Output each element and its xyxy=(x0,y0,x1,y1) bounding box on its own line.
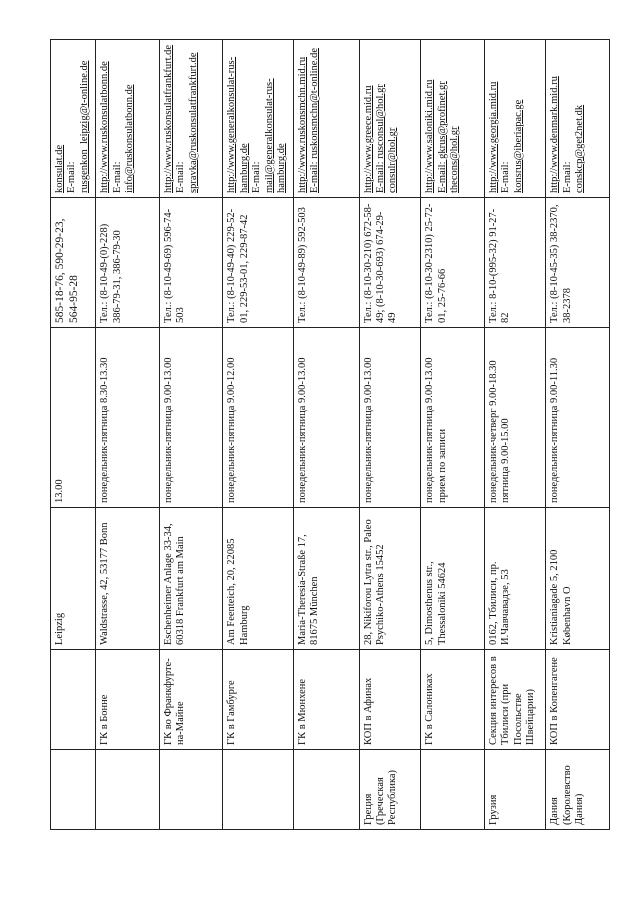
hours-cell: понедельник-пятница 9.00-12.00 xyxy=(223,328,294,508)
address-cell: Am Feenteich, 20, 22085 Hamburg xyxy=(223,508,294,650)
phone-cell: Тел.: (8-10-49-69) 596-74-503 xyxy=(159,198,223,328)
phone-cell: Тел.: (8-10-30-2310) 25-72-01, 25-76-66 xyxy=(421,198,485,328)
contact-link[interactable]: E-mail: gkrus@profinet.gr xyxy=(436,81,448,193)
hours-cell: понедельник-пятница 9.00-13.00 xyxy=(159,328,223,508)
contact-label: E-mail: xyxy=(175,161,187,193)
contact-link[interactable]: mail@generalkonsulat-rus-hamburg.de xyxy=(263,78,287,193)
phone-cell: Тел.: (8-10-30-210) 672-58-49; (8-10-30-693) 674-29-49 xyxy=(359,198,421,328)
contact-link[interactable]: conskcp@get2net.dk xyxy=(574,104,586,193)
country-cell: Греция (Греческая Республика) xyxy=(359,750,421,830)
country-cell: Дания (Королевство Дания) xyxy=(546,750,610,830)
contact-link[interactable]: http://www.generalkonsulat-rus-hamburg.de xyxy=(226,56,250,193)
hours-cell: понедельник-пятница 9.00-11.30 xyxy=(546,328,610,508)
contact-link[interactable]: E-mail: rusconsul@hol.gr xyxy=(375,84,387,193)
office-cell: ГК в Бонне xyxy=(96,650,160,750)
hours-cell: понедельник-пятница 9.00-13.00 прием по записи xyxy=(421,328,485,508)
web-contact-cell xyxy=(51,40,96,198)
office-cell: ГК в Гамбурге xyxy=(223,650,294,750)
address-cell: Kristianiagade 5, 2100 København O xyxy=(546,508,610,650)
phone-cell: Тел.: (8-10-45-35) 38-2370, 38-2378 xyxy=(546,198,610,328)
web-contact-cell xyxy=(484,40,546,198)
table-row xyxy=(421,40,485,830)
web-contact-cell xyxy=(294,40,360,198)
hours-cell: понедельник-пятница 8.30-13.30 xyxy=(96,328,160,508)
hours-cell: 13.00 xyxy=(51,328,96,508)
phone-cell: 585-18-76, 590-29-23, 564-95-28 xyxy=(51,198,96,328)
address-cell: Eschenheimer Anlage 33-34, 60318 Frankfurt am Main xyxy=(159,508,223,650)
contact-link[interactable]: http://www.ruskonsulatfrankfurt.de xyxy=(162,44,174,193)
contact-link[interactable]: info@ruskonsulatbonn.de xyxy=(124,84,135,193)
office-cell xyxy=(51,650,96,750)
contact-link[interactable]: konsrus@iberiapac.ge xyxy=(512,99,524,193)
hours-cell: понедельник-пятница 9.00-13.00 xyxy=(359,328,421,508)
web-contact-cell xyxy=(359,40,421,198)
address-cell: 0162, Тбилиси, пр. И.Чавчавадзе, 53 xyxy=(484,508,546,650)
contact-link[interactable]: http://www.greece.mid.ru xyxy=(362,85,374,193)
address-cell: Maria-Theresia-Straße 17, 81675 München xyxy=(294,508,360,650)
phone-cell: Тел.: 8-10-(995-32) 91-27-82 xyxy=(484,198,546,328)
country-cell xyxy=(421,750,485,830)
contact-label: E-mail: xyxy=(500,161,512,193)
office-cell: ГК в Мюнхене xyxy=(294,650,360,750)
contact-label: E-mail: xyxy=(561,161,573,193)
contact-label: E-mail: xyxy=(111,161,123,193)
office-cell: ГК в Салониках xyxy=(421,650,485,750)
web-contact-cell xyxy=(223,40,294,198)
table-row xyxy=(96,40,160,830)
country-cell: Грузия xyxy=(484,750,546,830)
web-contact-cell xyxy=(546,40,610,198)
country-cell xyxy=(51,750,96,830)
consulates-table xyxy=(50,39,610,830)
contact-link[interactable]: http://www.ruskonsmchn.mid.ru xyxy=(297,56,309,193)
contact-link[interactable]: http://www.denmark.mid.ru xyxy=(549,76,561,193)
contact-link[interactable]: http://www.ruskonsulatbonn.de xyxy=(99,61,111,193)
rotated-table-wrapper xyxy=(50,40,610,830)
web-contact-cell xyxy=(159,40,223,198)
table-row xyxy=(546,40,610,830)
web-contact-cell xyxy=(96,40,160,198)
office-cell: ГК во Франкфурте-на-Майне xyxy=(159,650,223,750)
country-cell xyxy=(223,750,294,830)
contact-link[interactable]: spravka@ruskonsulatfrankfurt.de xyxy=(187,52,199,193)
contact-link[interactable]: E-mail: ruskonsmchn@t-online.de xyxy=(309,48,321,193)
table-row xyxy=(294,40,360,830)
contact-link[interactable]: consulr@hol.gr xyxy=(387,127,399,193)
contact-link[interactable]: http://www.georgia.mid.ru xyxy=(487,81,499,193)
address-cell: 5, Dimosthenus str., Thessaloniki 54624 xyxy=(421,508,485,650)
table-row xyxy=(223,40,294,830)
contact-link[interactable]: http://www.saloniki.mid.ru xyxy=(424,79,436,193)
table-row xyxy=(51,40,96,830)
country-cell xyxy=(294,750,360,830)
contact-label: E-mail: xyxy=(66,161,78,193)
office-cell: КОП в Афинах xyxy=(359,650,421,750)
country-cell xyxy=(159,750,223,830)
phone-cell: Тел.: (8-10-49-89) 592-503 xyxy=(294,198,360,328)
hours-cell: понедельник-пятница 9.00-13.00 xyxy=(294,328,360,508)
address-cell: Leipzig xyxy=(51,508,96,650)
table-row xyxy=(484,40,546,830)
contact-label: E-mail: xyxy=(251,161,263,193)
contact-link[interactable]: thecons@hol.gr xyxy=(448,126,460,193)
office-cell: Секция интересов в Тбилиси (при Посольстве Швейцарии) xyxy=(484,650,546,750)
phone-cell: Тел.: (8-10-49-(0)-228) 386-79-31, 386-79-30 xyxy=(96,198,160,328)
table-body xyxy=(51,40,610,830)
address-cell: 28, Nikiforou Lytra str., Paleo Psychiko-Athens 15452 xyxy=(359,508,421,650)
country-cell xyxy=(96,750,160,830)
web-contact-cell xyxy=(421,40,485,198)
hours-cell: понедельник-четверг 9.00-18.30 пятница 9.00-15.00 xyxy=(484,328,546,508)
address-cell: Waldstrasse, 42, 53177 Bonn xyxy=(96,508,160,650)
office-cell: КОП в Копенгагене xyxy=(546,650,610,750)
table-row xyxy=(159,40,223,830)
contact-link[interactable]: konsulat.de xyxy=(54,144,65,193)
table-row xyxy=(359,40,421,830)
phone-cell: Тел.: (8-10-49-40) 229-52-01, 229-53-01, 229-87-42 xyxy=(223,198,294,328)
contact-link[interactable]: rusgenkon_leipzig@t-online.de xyxy=(78,60,90,193)
